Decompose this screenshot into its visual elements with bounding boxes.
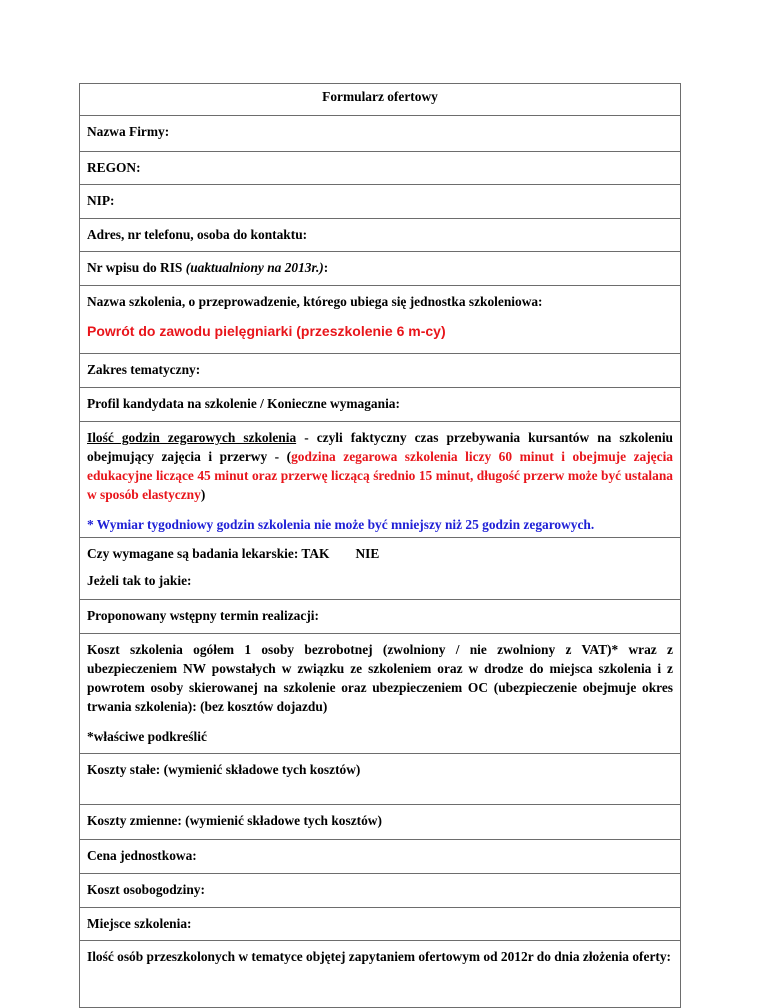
medical-which-label: Jeżeli tak to jakie: — [87, 573, 192, 588]
company-name-label: Nazwa Firmy: — [80, 116, 681, 152]
form-title: Formularz ofertowy — [80, 84, 681, 116]
ris-note: (uaktualniony na 2013r.) — [185, 260, 324, 275]
hours-row — [80, 422, 681, 538]
trained-count-label: Ilość osób przeszkolonych w tematyce objętej zapytaniem ofertowym od 2012r do dnia złożenia oferty: — [80, 941, 681, 1008]
medical-question: Czy wymagane są badania lekarskie: — [87, 546, 299, 561]
ris-label-text: Nr wpisu do RIS — [87, 260, 186, 275]
hours-close: ) — [200, 487, 206, 502]
start-date-label: Proponowany wstępny termin realizacji: — [80, 600, 681, 634]
ris-label — [80, 252, 681, 286]
medical-row — [80, 538, 681, 600]
hours-description: - czyli faktyczny czas przebywania kursantów na szkoleniu obejmujący zajęcia i przerwy - ( — [87, 430, 673, 464]
variable-costs-row — [80, 805, 681, 840]
cost-description: Koszt szkolenia ogółem 1 osoby bezrobotnej (zwolniony / nie zwolniony z VAT)* wraz z ubezpieczeniem NW powstałych w związku ze szkoleniem oraz w drodze do miejsca szkolenia i z powrotem osoby skierowanej na szkolenie oraz ubezpieczeniem OC (ubezpieczenie obejmuje okres trwania szkolenia): (bez kosztów dojazdu) — [87, 642, 673, 714]
scope-label: Zakres tematyczny: — [80, 354, 681, 388]
profile-label: Profil kandydata na szkolenie / Konieczne wymagania: — [80, 388, 681, 422]
variable-costs-label: Koszty zmienne: (wymienić składowe tych kosztów) — [80, 805, 681, 840]
hours-paragraph — [87, 428, 673, 504]
training-name-value: Powrót do zawodu pielęgniarki (przeszkolenie 6 m-cy) — [87, 323, 446, 339]
ris-colon: : — [323, 260, 329, 275]
cost-footnote: *właściwe podkreślić — [87, 729, 207, 744]
medical-no-option: NIE — [355, 546, 380, 561]
company-name-row — [80, 116, 681, 152]
ris-row — [80, 252, 681, 286]
regon-label: REGON: — [80, 152, 681, 185]
regon-row — [80, 152, 681, 185]
weekly-hours-note: * Wymiar tygodniowy godzin szkolenia nie może być mniejszy niż 25 godzin zegarowych. — [87, 517, 595, 532]
fixed-costs-row — [80, 754, 681, 805]
person-hour-cost-row — [80, 874, 681, 908]
nip-label: NIP: — [80, 185, 681, 219]
cost-row — [80, 634, 681, 754]
medical-cell — [80, 538, 681, 600]
start-date-row — [80, 600, 681, 634]
person-hour-cost-label: Koszt osobogodziny: — [80, 874, 681, 908]
medical-question-line — [87, 544, 673, 563]
training-name-cell — [80, 286, 681, 354]
hours-definition: godzina zegarowa szkolenia liczy 60 minut i obejmuje zajęcia edukacyjne liczące 45 minut oraz przerwę liczącą średnio 15 minut, długość przerw może być ustalana w sposób elastyczny — [87, 449, 673, 502]
hours-heading: Ilość godzin zegarowych szkolenia — [87, 430, 297, 445]
offer-form-table — [79, 83, 681, 1008]
scope-row — [80, 354, 681, 388]
address-label: Adres, nr telefonu, osoba do kontaktu: — [80, 219, 681, 252]
nip-row — [80, 185, 681, 219]
hours-cell — [80, 422, 681, 538]
location-label: Miejsce szkolenia: — [80, 908, 681, 941]
title-row — [80, 84, 681, 116]
unit-price-row — [80, 840, 681, 874]
address-row — [80, 219, 681, 252]
profile-row — [80, 388, 681, 422]
training-name-label: Nazwa szkolenia, o przeprowadzenie, którego ubiega się jednostka szkoleniowa: — [87, 294, 543, 309]
training-name-row — [80, 286, 681, 354]
cost-cell — [80, 634, 681, 754]
unit-price-label: Cena jednostkowa: — [80, 840, 681, 874]
location-row — [80, 908, 681, 941]
trained-count-row — [80, 941, 681, 1008]
fixed-costs-label: Koszty stałe: (wymienić składowe tych kosztów) — [80, 754, 681, 805]
medical-yes-option: TAK — [301, 546, 330, 561]
